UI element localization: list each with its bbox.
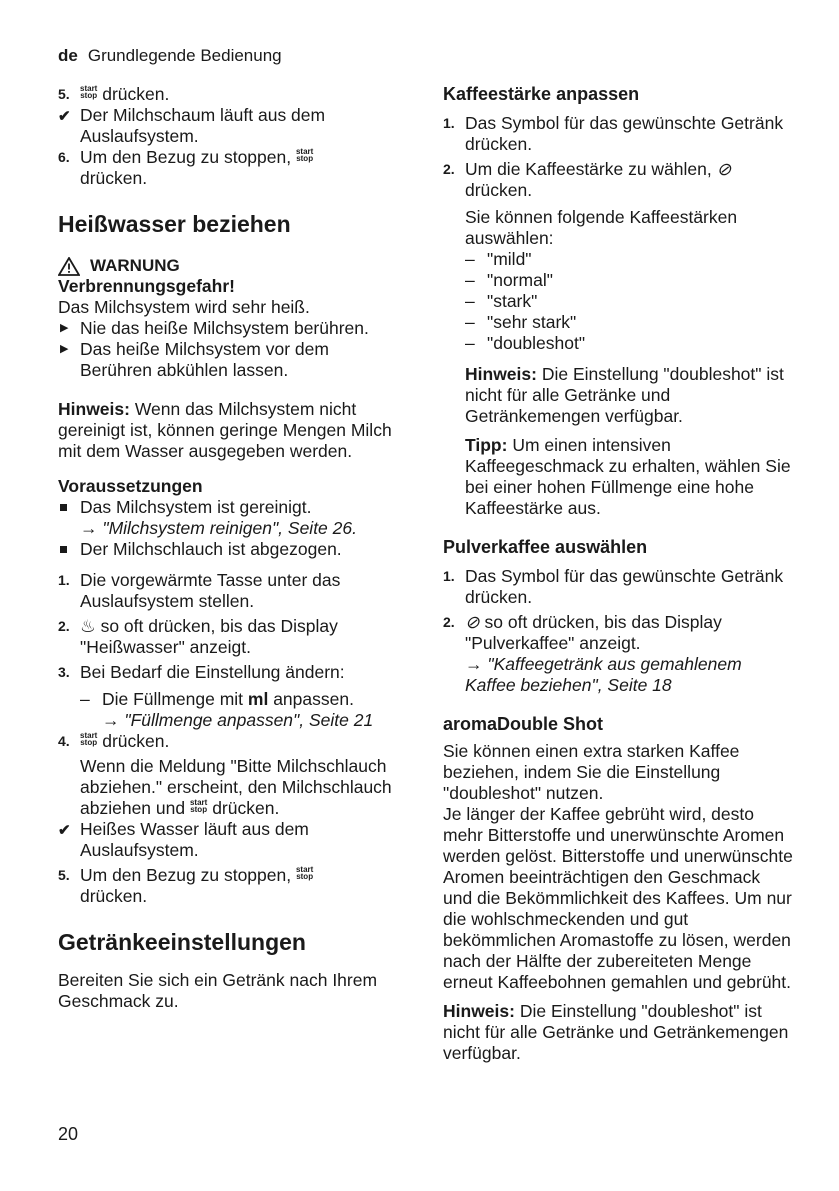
result-hot-water: ✔ Heißes Wasser läuft aus dem Auslaufsystem. (58, 819, 309, 860)
step-5-milk: 5. start stop drücken. (58, 84, 170, 104)
warning-title: WARNUNG (90, 256, 180, 275)
note-paragraph: Hinweis: Die Einstellung "doubleshot" ist nicht für alle Getränke und Getränkemengen verfügbar. (465, 364, 784, 426)
start-stop-icon: start stop (80, 731, 98, 747)
strength-option: – "mild" (465, 249, 532, 269)
start-stop-icon: start stop (295, 147, 314, 163)
warning-desc: Das Milchsystem wird sehr heiß. (58, 297, 310, 317)
warning-item: ▶ Das heiße Milchsystem vor dem Berühren abkühlen lassen. (60, 339, 329, 380)
hot-water-icon: ♨ (80, 616, 96, 636)
heading-drink-settings: Getränkeeinstellungen (58, 929, 306, 955)
page-number: 20 (58, 1124, 79, 1144)
strength-option: – "sehr stark" (465, 312, 577, 332)
step-6-milk: 6. Um den Bezug zu stoppen, start stop drücken. (58, 147, 314, 188)
strength-option: – "normal" (465, 270, 553, 290)
cross-reference[interactable]: → "Milchsystem reinigen", Seite 26. (80, 518, 357, 538)
heading-aroma-double-shot: aromaDouble Shot (443, 714, 604, 734)
note-paragraph: Hinweis: Wenn das Milchsystem nicht gereinigt ist, können geringe Mengen Milch mit dem Wasser ausgegeben werden. (58, 399, 392, 461)
step-3-water: 3. Bei Bedarf die Einstellung ändern: (58, 662, 345, 682)
step-2-strength: 2. Um die Kaffeestärke zu wählen, ⊘ drücken. (443, 159, 732, 200)
step-2-water: 2. ♨ so oft drücken, bis das Display "Heißwasser" anzeigt. (58, 616, 338, 657)
checkmark-icon: ✔ (58, 108, 71, 125)
step-4-water: 4. start stop drücken. (58, 731, 170, 751)
aroma-paragraph: Sie können einen extra starken Kaffee beziehen, indem Sie die Einstellung "doubleshot" nutzen. (443, 741, 740, 803)
step-1-water: 1. Die vorgewärmte Tasse unter das Auslaufsystem stellen. (58, 570, 341, 611)
strength-option: – "doubleshot" (465, 333, 586, 353)
prerequisite-item: Das Milchsystem ist gereinigt. (58, 497, 393, 518)
warning-block (58, 256, 393, 381)
tip-paragraph: Tipp: Um einen intensiven Kaffeegeschmack zu erhalten, wählen Sie bei einer hohen Füllmenge eine hohe Kaffeestärke aus. (465, 435, 791, 518)
warning-triangle-icon (58, 257, 80, 276)
result-milk-foam: ✔ Der Milchschaum läuft aus dem Auslaufsystem. (58, 105, 326, 146)
language-code: de (58, 46, 78, 65)
section-title: Grundlegende Bedienung (87, 46, 282, 65)
heading-ground-coffee: Pulverkaffee auswählen (443, 537, 648, 557)
cross-reference[interactable]: → "Kaffeegetränk aus gemahlenem Kaffee beziehen", Seite 18 (465, 654, 742, 695)
warning-item: ▶ Nie das heiße Milchsystem berühren. (60, 318, 369, 338)
note-paragraph: Hinweis: Die Einstellung "doubleshot" ist nicht für alle Getränke und Getränkemengen verfügbar. (443, 1001, 789, 1063)
step-note: Wenn die Meldung "Bitte Milchschlauch abziehen." erscheint, den Milchschlauch abziehen und start stop drücken. (80, 756, 392, 818)
checkmark-icon: ✔ (58, 822, 71, 839)
strength-icon: ⊘ (716, 159, 732, 179)
page-header (58, 46, 282, 66)
heading-hot-water: Heißwasser beziehen (58, 211, 291, 237)
heading-coffee-strength: Kaffeestärke anpassen (443, 84, 640, 104)
intro-paragraph: Bereiten Sie sich ein Getränk nach Ihrem Geschmack zu. (58, 970, 378, 1011)
sub-step: – Die Füllmenge mit ml anpassen. → "Füllmenge anpassen", Seite 21 (80, 689, 374, 730)
step-1-strength: 1. Das Symbol für das gewünschte Getränk drücken. (443, 113, 784, 154)
step-5-water: 5. Um den Bezug zu stoppen, start stop drücken. (58, 865, 314, 906)
start-stop-icon: start stop (80, 84, 98, 100)
start-stop-icon: start stop (295, 865, 314, 881)
start-stop-icon: start stop (189, 798, 208, 814)
left-column (58, 84, 393, 1012)
warning-risk: Verbrennungsgefahr! (58, 276, 235, 296)
prerequisites-title: Voraussetzungen (58, 476, 203, 496)
step-2-ground: 2. ⊘ so oft drücken, bis das Display "Pulverkaffee" anzeigt. → "Kaffeegetränk aus gemahlenem Kaffee beziehen", Seite 18 (443, 612, 742, 695)
step-1-ground: 1. Das Symbol für das gewünschte Getränk drücken. (443, 566, 784, 607)
right-column (443, 84, 793, 1064)
strength-icon: ⊘ (465, 612, 480, 632)
strength-option: – "stark" (465, 291, 538, 311)
prerequisite-item: Der Milchschlauch ist abgezogen. (58, 539, 393, 560)
step-note: Sie können folgende Kaffeestärken auswählen: (465, 207, 738, 248)
cross-reference[interactable]: → "Füllmenge anpassen", Seite 21 (102, 710, 374, 730)
aroma-paragraph: Je länger der Kaffee gebrüht wird, desto mehr Bitterstoffe und unerwünschte Aromen werden gelöst. Bitterstoffe und unerwünschte Aromen beeinträchtigen den Geschmack und die Bekömmlichkeit des Kaffees. Um nur die wohlschmeckenden und gut bekömmlichen Aromastoffe zu lösen, werden nach der Hälfte der zubereiteten Menge erneut Kaffeebohnen gemahlen und gebrüht. (443, 804, 793, 992)
